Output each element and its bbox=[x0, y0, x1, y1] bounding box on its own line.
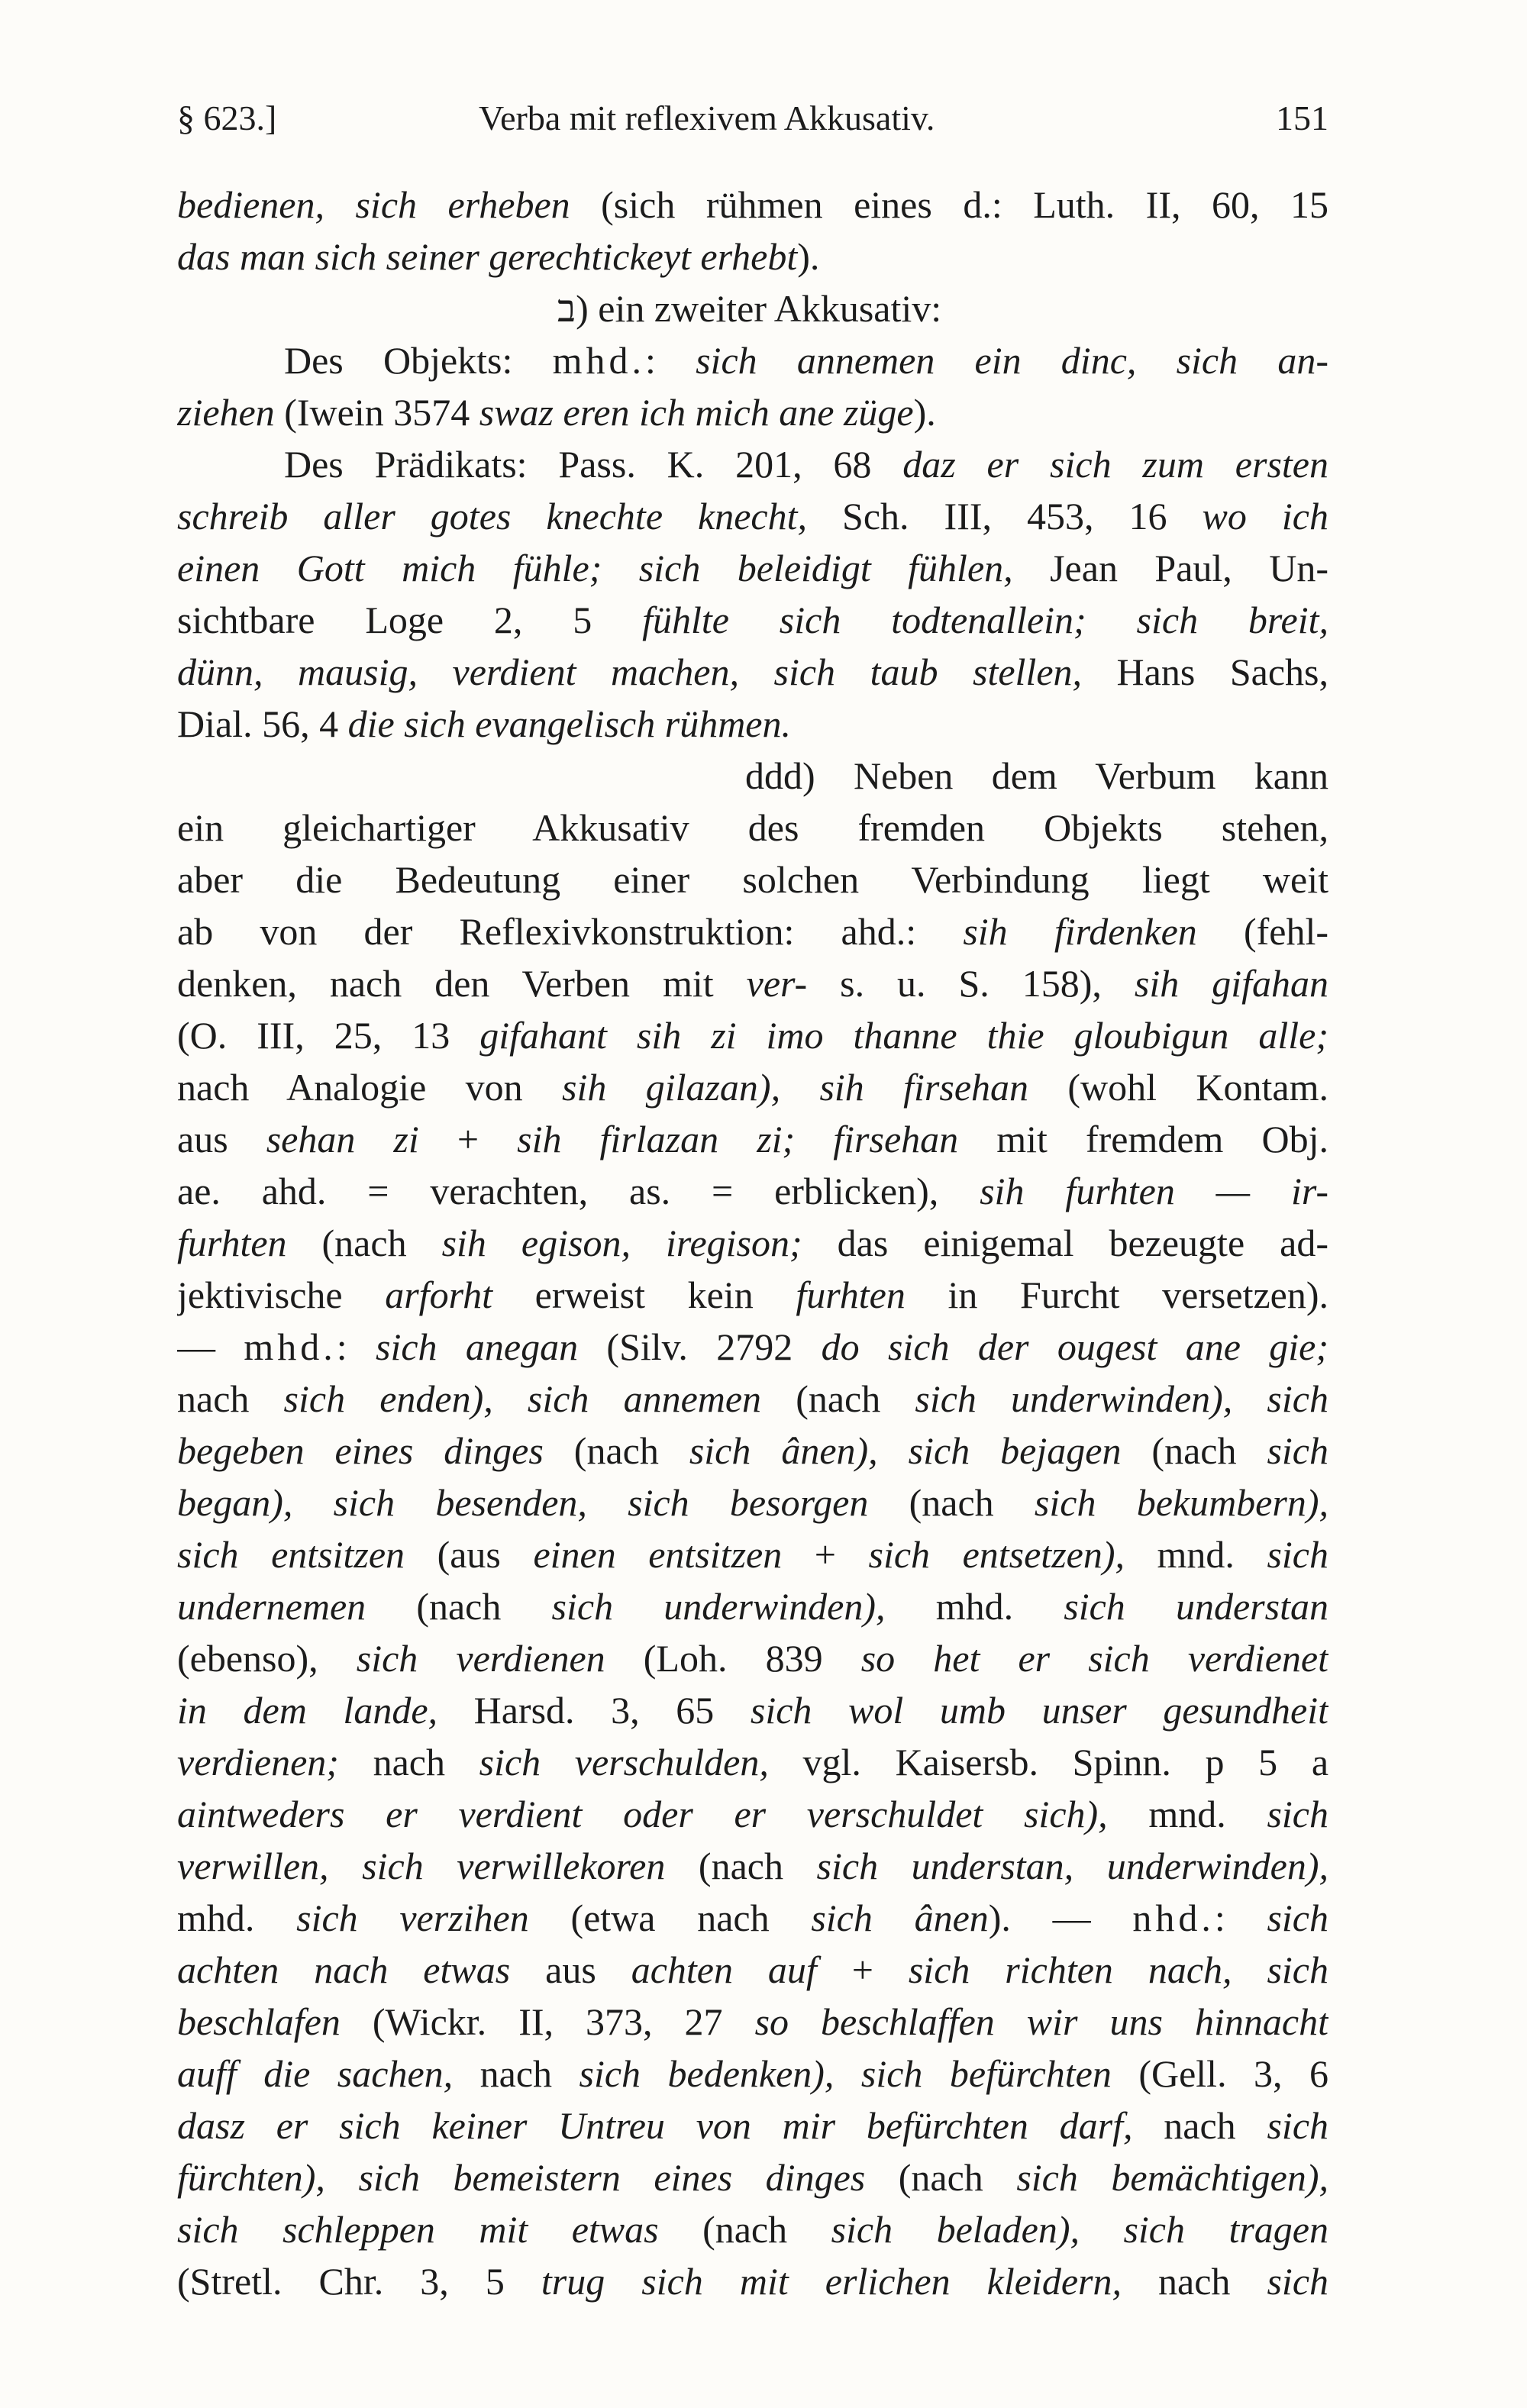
text-line: dünn, mausig, verdient machen, sich taub stellen, Hans Sachs, bbox=[177, 650, 1328, 693]
section-number: § 623.] bbox=[177, 98, 277, 137]
text-line: das man sich seiner gerechtickeyt erhebt). bbox=[177, 235, 820, 278]
text-line: sichtbare Loge 2, 5 fühlte sich todtenallein; sich breit, bbox=[177, 599, 1328, 641]
text-line: dasz er sich keiner Untreu von mir befürchten darf, nach sich bbox=[177, 2104, 1328, 2147]
text-line: ב) ein zweiter Akkusativ: bbox=[557, 287, 942, 330]
text-line: (ebenso), sich verdienen (Loh. 839 so het er sich verdienet bbox=[177, 1637, 1328, 1680]
text-line: undernemen (nach sich underwinden), mhd. sich understan bbox=[177, 1585, 1328, 1628]
text-line: begeben eines dinges (nach sich ânen), sich bejagen (nach sich bbox=[177, 1429, 1328, 1472]
text-line: verwillen, sich verwillekoren (nach sich understan, underwinden), bbox=[177, 1845, 1328, 1887]
text-line: ab von der Reflexivkonstruktion: ahd.: sih firdenken (fehl- bbox=[177, 910, 1328, 953]
text-line: ae. ahd. = verachten, as. = erblicken), sih furhten — ir- bbox=[177, 1170, 1328, 1212]
text-line: nach sich enden), sich annemen (nach sich underwinden), sich bbox=[177, 1377, 1328, 1420]
text-line: denken, nach den Verben mit ver- s. u. S. 158), sih gifahan bbox=[177, 962, 1328, 1005]
text-line: ein gleichartiger Akkusativ des fremden Objekts stehen, bbox=[177, 806, 1328, 849]
text-line: achten nach etwas aus achten auf + sich richten nach, sich bbox=[177, 1948, 1328, 1991]
text-line: einen Gott mich fühle; sich beleidigt fühlen, Jean Paul, Un- bbox=[177, 547, 1328, 589]
text-line: (O. III, 25, 13 gifahant sih zi imo thanne thie gloubigun alle; bbox=[177, 1014, 1328, 1057]
text-line: fürchten), sich bemeistern eines dinges (nach sich bemächtigen), bbox=[177, 2156, 1328, 2199]
text-line: ziehen (Iwein 3574 swaz eren ich mich ane züge). bbox=[177, 391, 936, 434]
text-line: nach Analogie von sih gilazan), sih firsehan (wohl Kontam. bbox=[177, 1066, 1328, 1109]
text-line: auff die sachen, nach sich bedenken), sich befürchten (Gell. 3, 6 bbox=[177, 2052, 1328, 2095]
page-number: 151 bbox=[1276, 98, 1328, 137]
text-line: jektivische arforht erweist kein furhten in Furcht versetzen). bbox=[177, 1273, 1328, 1316]
text-line: sich entsitzen (aus einen entsitzen + sich entsetzen), mnd. sich bbox=[177, 1533, 1328, 1576]
text-line: in dem lande, Harsd. 3, 65 sich wol umb unser gesundheit bbox=[177, 1689, 1328, 1732]
text-line: (Stretl. Chr. 3, 5 trug sich mit erlichen kleidern, nach sich bbox=[177, 2260, 1328, 2303]
text-line: — mhd.: sich anegan (Silv. 2792 do sich der ougest ane gie; bbox=[177, 1325, 1328, 1368]
text-line: aus sehan zi + sih firlazan zi; firsehan mit fremdem Obj. bbox=[177, 1118, 1328, 1160]
text-line: ddd) Neben dem Verbum kann bbox=[745, 754, 1328, 797]
running-header bbox=[177, 98, 1328, 144]
text-line: mhd. sich verzihen (etwa nach sich ânen). — nhd.: sich bbox=[177, 1896, 1328, 1939]
text-line: Des Prädikats: Pass. K. 201, 68 daz er sich zum ersten bbox=[284, 443, 1328, 486]
text-line: verdienen; nach sich verschulden, vgl. Kaisersb. Spinn. p 5 a bbox=[177, 1741, 1328, 1783]
text-line: aber die Bedeutung einer solchen Verbindung liegt weit bbox=[177, 858, 1328, 901]
text-line: sich schleppen mit etwas (nach sich beladen), sich tragen bbox=[177, 2208, 1328, 2251]
text-line: beschlafen (Wickr. II, 373, 27 so beschlaffen wir uns hinnacht bbox=[177, 2000, 1328, 2043]
running-title: Verba mit reflexivem Akkusativ. bbox=[479, 98, 935, 137]
text-line: began), sich besenden, sich besorgen (nach sich bekumbern), bbox=[177, 1481, 1328, 1524]
text-line: Dial. 56, 4 die sich evangelisch rühmen. bbox=[177, 702, 791, 745]
text-line: schreib aller gotes knechte knecht, Sch. III, 453, 16 wo ich bbox=[177, 495, 1328, 537]
text-line: furhten (nach sih egison, iregison; das einigemal bezeugte ad- bbox=[177, 1222, 1328, 1264]
text-line: Des Objekts: mhd.: sich annemen ein dinc, sich an- bbox=[284, 339, 1328, 382]
text-line: bedienen, sich erheben (sich rühmen eines d.: Luth. II, 60, 15 bbox=[177, 183, 1328, 226]
text-line: aintweders er verdient oder er verschuldet sich), mnd. sich bbox=[177, 1793, 1328, 1835]
